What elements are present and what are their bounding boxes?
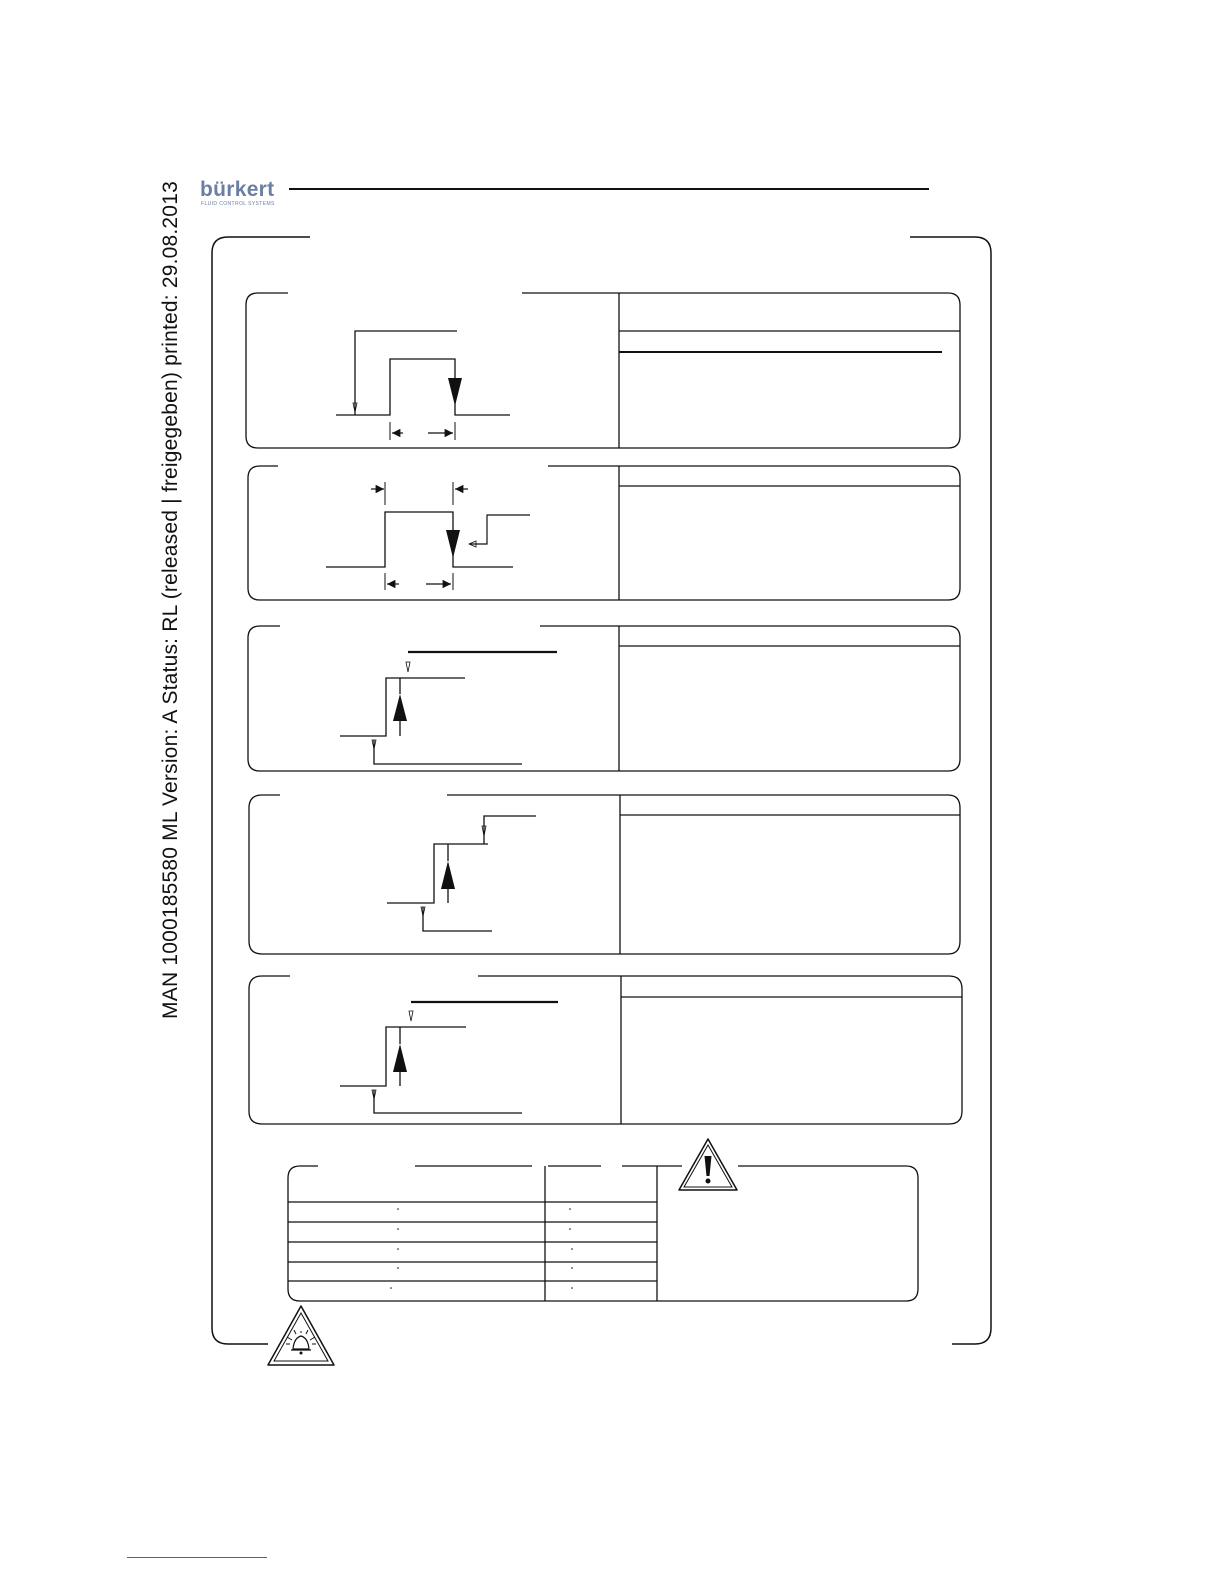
logo-wordmark: bürkert xyxy=(200,178,275,201)
footer-link-underline xyxy=(127,1557,267,1558)
diagram-panel-3 xyxy=(248,626,960,771)
outer-frame xyxy=(212,237,991,1344)
diagram-panel-2 xyxy=(248,466,960,600)
diagram-panel-5 xyxy=(249,976,962,1124)
logo-tagline: FLUID CONTROL SYSTEMS xyxy=(201,201,275,207)
diagram-panel-1 xyxy=(246,293,960,448)
diagram-panel-4 xyxy=(249,795,960,954)
warning-exclamation-icon xyxy=(679,1139,737,1190)
alarm-bell-icon xyxy=(268,1306,334,1365)
bottom-table xyxy=(288,1166,918,1301)
document-status-stamp: MAN 1000185580 ML Version: A Status: RL (released | freigegeben) printed: 29.08.2013 xyxy=(159,181,182,1019)
